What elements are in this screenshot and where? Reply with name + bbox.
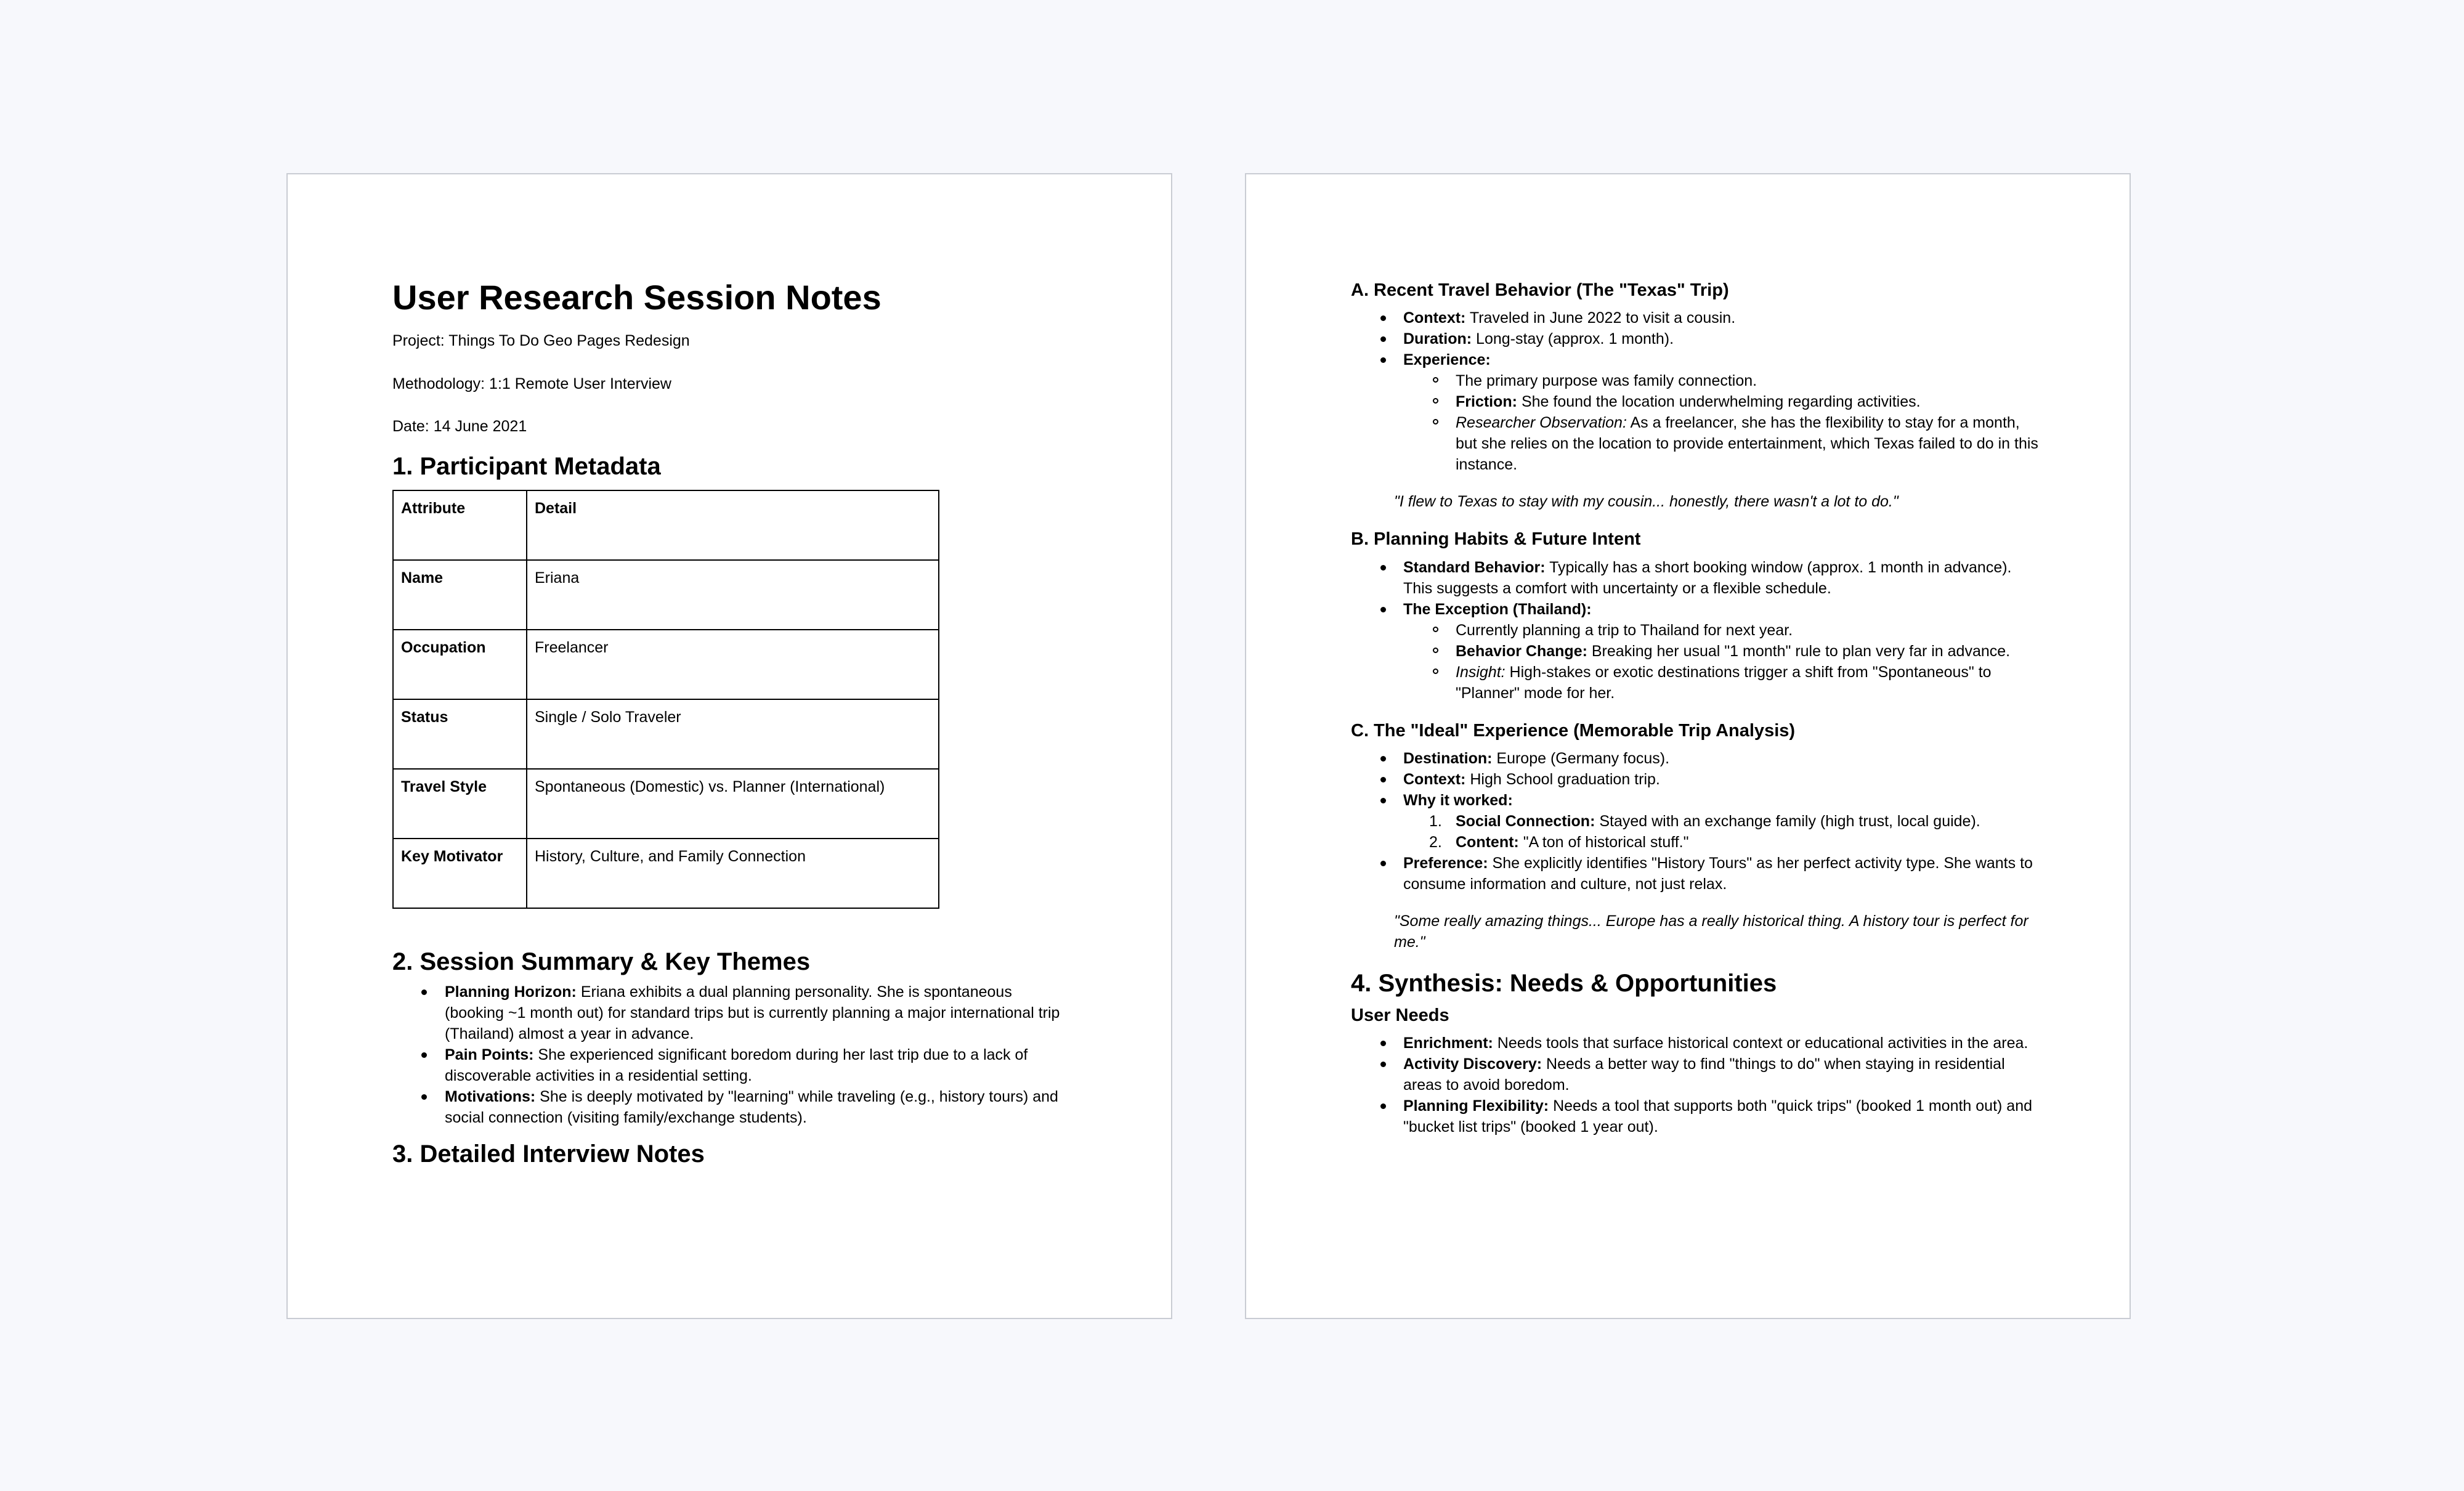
page-2-content (1351, 279, 2041, 1137)
table-row (393, 630, 939, 699)
item-label: Activity Discovery: (1403, 1055, 1542, 1073)
table-row (393, 560, 939, 630)
europe-quote: "Some really amazing things... Europe has a really historical thing. A history tour is perfect for me." (1394, 912, 2028, 951)
item-label: Experience: (1403, 351, 1491, 369)
recent-travel-list (1351, 307, 2041, 475)
item-text: Stayed with an exchange family (high trust, local guide). (1595, 812, 1980, 830)
item-label: Motivations: (445, 1087, 536, 1105)
document-title: User Research Session Notes (392, 278, 881, 317)
methodology-line: Methodology: 1:1 Remote User Interview (392, 375, 671, 392)
why-it-worked-list (1403, 811, 2041, 853)
item-label: Planning Horizon: (445, 983, 577, 1001)
item-label: Destination: (1403, 749, 1493, 767)
list-item (1351, 307, 2041, 328)
list-item (1403, 412, 2041, 475)
item-text: Europe (Germany focus). (1492, 749, 1670, 767)
list-item (1351, 769, 2041, 790)
subsection-heading-planning-habits: B. Planning Habits & Future Intent (1351, 529, 1641, 550)
item-text: She is deeply motivated by "learning" while traveling (e.g., history tours) and social connection (visiting family/exchange students). (445, 1087, 1058, 1126)
document-page-2 (1245, 173, 2131, 1319)
table-cell-detail: History, Culture, and Family Connection (527, 839, 939, 908)
list-item (1351, 1033, 2041, 1054)
table-cell-attribute: Travel Style (393, 769, 527, 839)
table-header-cell: Detail (527, 490, 939, 560)
table-cell-attribute: Occupation (393, 630, 527, 699)
list-item (1351, 790, 2041, 853)
item-text: Currently planning a trip to Thailand for next year. (1456, 621, 1793, 639)
table-cell-detail: Eriana (527, 560, 939, 630)
ideal-experience-list (1351, 748, 2041, 895)
user-needs-list (1351, 1033, 2041, 1137)
item-label: Content: (1456, 833, 1519, 851)
subsection-heading-recent-travel: A. Recent Travel Behavior (The "Texas" Trip) (1351, 280, 1729, 300)
list-item (1403, 832, 2041, 853)
table-cell-detail: Single / Solo Traveler (527, 699, 939, 769)
item-text: Long-stay (approx. 1 month). (1472, 330, 1674, 348)
table-row (393, 769, 939, 839)
item-label: Social Connection: (1456, 812, 1595, 830)
item-text: As a freelancer, she has the flexibility to stay for a month, but she relies on the location to provide entertainment, which Texas failed to do in this instance. (1456, 414, 2038, 474)
table-cell-attribute: Name (393, 560, 527, 630)
list-item (1403, 391, 2041, 412)
list-item (1351, 853, 2041, 895)
item-text: The primary purpose was family connection. (1456, 372, 1757, 390)
item-text: Needs a better way to find "things to do" when staying in residential areas to avoid boredom. (1403, 1055, 2005, 1094)
user-needs-heading: User Needs (1351, 1005, 1449, 1025)
project-line: Project: Things To Do Geo Pages Redesign (392, 332, 690, 350)
item-text: She explicitly identifies "History Tours" as her perfect activity type. She wants to consume information and culture, not just relax. (1403, 854, 2033, 893)
list-item (1351, 328, 2041, 349)
item-label: Behavior Change: (1456, 642, 1587, 660)
section-heading-participant-metadata: 1. Participant Metadata (392, 452, 661, 480)
item-text: She found the location underwhelming regarding activities. (1517, 393, 1921, 411)
item-label: Duration: (1403, 330, 1472, 348)
item-text: Needs tools that surface historical context or educational activities in the area. (1493, 1034, 2028, 1052)
experience-sublist (1403, 370, 2041, 475)
item-text: High School graduation trip. (1465, 770, 1660, 788)
item-label: Why it worked: (1403, 791, 1513, 809)
item-text: She experienced significant boredom during her last trip due to a lack of discoverable activities in a residential setting. (445, 1046, 1028, 1084)
section-heading-session-summary: 2. Session Summary & Key Themes (392, 948, 811, 975)
item-text: Typically has a short booking window (approx. 1 month in advance). This suggests a comfort with uncertainty or a flexible schedule. (1403, 558, 2012, 597)
participant-metadata-table (392, 490, 939, 909)
table-cell-detail: Freelancer (527, 630, 939, 699)
list-item (1351, 557, 2041, 599)
section-heading-detailed-notes: 3. Detailed Interview Notes (392, 1140, 705, 1168)
table-header-row (393, 490, 939, 560)
item-label: Preference: (1403, 854, 1488, 872)
list-item (392, 981, 1064, 1044)
item-text: "A ton of historical stuff." (1518, 833, 1689, 851)
table-cell-attribute: Status (393, 699, 527, 769)
list-item (392, 1044, 1064, 1086)
list-item (1403, 620, 2041, 641)
exception-sublist (1403, 620, 2041, 704)
item-label: Friction: (1456, 393, 1517, 411)
item-text: Traveled in June 2022 to visit a cousin. (1465, 309, 1736, 327)
item-number: 1. (1429, 812, 1442, 830)
page-1-content (392, 278, 1064, 1177)
item-text: Breaking her usual "1 month" rule to plan very far in advance. (1587, 642, 2011, 660)
section-heading-synthesis: 4. Synthesis: Needs & Opportunities (1351, 969, 1777, 997)
texas-quote: "I flew to Texas to stay with my cousin... honestly, there wasn't a lot to do." (1394, 493, 1899, 511)
list-item (1351, 748, 2041, 769)
planning-habits-list (1351, 557, 2041, 704)
list-item (1351, 1054, 2041, 1095)
document-page-1 (286, 173, 1172, 1319)
list-item (1403, 641, 2041, 662)
item-label: The Exception (Thailand): (1403, 600, 1592, 618)
list-item (1403, 811, 2041, 832)
list-item (1403, 662, 2041, 704)
item-label: Standard Behavior: (1403, 558, 1546, 576)
table-row (393, 699, 939, 769)
list-item (1351, 1095, 2041, 1137)
list-item (1351, 599, 2041, 704)
item-label: Insight: (1456, 663, 1506, 681)
table-header-cell: Attribute (393, 490, 527, 560)
item-text: Needs a tool that supports both "quick trips" (booked 1 month out) and "bucket list trips" (booked 1 year out). (1403, 1097, 2033, 1136)
list-item (1351, 349, 2041, 475)
table-row (393, 839, 939, 908)
item-label: Enrichment: (1403, 1034, 1493, 1052)
table-cell-detail: Spontaneous (Domestic) vs. Planner (International) (527, 769, 939, 839)
item-label: Planning Flexibility: (1403, 1097, 1549, 1115)
item-label: Context: (1403, 309, 1466, 327)
item-label: Context: (1403, 770, 1466, 788)
list-item (1403, 370, 2041, 391)
summary-list (392, 981, 1064, 1128)
item-label: Researcher Observation: (1456, 414, 1627, 432)
subsection-heading-ideal-experience: C. The "Ideal" Experience (Memorable Trip Analysis) (1351, 720, 1796, 741)
item-text: High-stakes or exotic destinations trigger a shift from "Spontaneous" to "Planner" mode for her. (1456, 663, 1992, 702)
list-item (392, 1086, 1064, 1128)
item-number: 2. (1429, 833, 1442, 851)
table-cell-attribute: Key Motivator (393, 839, 527, 908)
date-line: Date: 14 June 2021 (392, 418, 527, 436)
item-text: Eriana exhibits a dual planning personality. She is spontaneous (booking ~1 month out) for standard trips but is currently planning a major international trip (Thailand) almost a year in advance. (445, 983, 1060, 1042)
item-label: Pain Points: (445, 1046, 534, 1063)
